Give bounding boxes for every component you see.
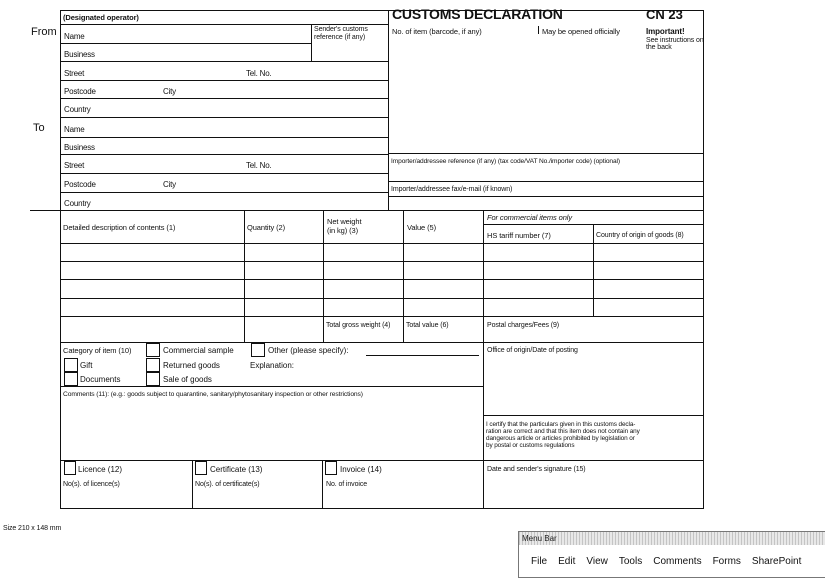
menu-tools[interactable]: Tools <box>618 555 643 567</box>
certify-text-2: ration are correct and that this item does not contain any <box>486 428 640 435</box>
menu-bar-title-text: Menu Bar <box>522 534 557 543</box>
certify-text-4: by postal or customs regulations <box>486 442 575 449</box>
certify-text-3: dangerous article or articles prohibited by legislation or <box>486 435 635 442</box>
opened-officially-label: May be opened officially <box>542 27 620 36</box>
col-divider-origin <box>593 224 594 316</box>
form-top-border <box>60 10 704 11</box>
col-divider-quantity <box>244 210 245 342</box>
menu-sharepoint[interactable]: SharePoint <box>751 555 802 567</box>
sender-top-line <box>60 24 389 25</box>
col-divider-value <box>403 210 404 342</box>
commercial-sample-checkbox[interactable] <box>146 343 160 357</box>
see-instructions-label: See instructions on the back <box>646 37 704 51</box>
item-number-field[interactable]: No. of item (barcode, if any) <box>392 27 482 36</box>
sender-city-label[interactable]: City <box>163 87 176 96</box>
sender-business-label[interactable]: Business <box>64 50 95 59</box>
col-divider-weight <box>323 210 324 342</box>
table-row[interactable] <box>60 279 704 280</box>
importer-reference-field[interactable]: Importer/addressee reference (if any) (tax code/VAT No./importer code) (optional) <box>391 158 621 165</box>
addressee-name-label[interactable]: Name <box>64 125 85 134</box>
sender-street-label[interactable]: Street <box>64 69 85 78</box>
menu-forms[interactable]: Forms <box>712 555 741 567</box>
commercial-only-label: For commercial items only <box>487 213 573 222</box>
addressee-city-label[interactable]: City <box>163 180 176 189</box>
invoice-label: Invoice (14) <box>340 465 382 474</box>
senders-customs-reference-text: Sender's customs reference (if any) <box>314 26 368 41</box>
postal-charges-field[interactable]: Postal charges/Fees (9) <box>487 322 560 329</box>
certificate-divider <box>322 460 323 509</box>
returned-goods-label: Returned goods <box>163 361 220 370</box>
addressee-line-3 <box>60 173 389 174</box>
addressee-country-label[interactable]: Country <box>64 199 91 208</box>
col-divider-commercial <box>483 210 484 342</box>
form-right-border <box>703 10 704 509</box>
sender-line-1 <box>60 43 312 44</box>
other-specify-line <box>366 355 479 356</box>
col-net-weight-header-2: (in kg) (3) <box>327 226 358 235</box>
sender-line-5 <box>60 117 389 118</box>
col-value-header: Value (5) <box>407 223 436 232</box>
col-description-header: Detailed description of contents (1) <box>63 223 176 232</box>
certify-text-1: I certify that the particulars given in this customs decla- <box>486 421 636 428</box>
licence-number-field[interactable]: No(s). of licence(s) <box>63 481 120 488</box>
sale-of-goods-label: Sale of goods <box>163 375 212 384</box>
certify-top-line <box>483 415 704 416</box>
menu-bar <box>518 531 825 578</box>
menu-view[interactable]: View <box>586 555 608 567</box>
explanation-label: Explanation: <box>250 361 295 370</box>
addressee-line-4 <box>60 192 389 193</box>
total-value-field[interactable]: Total value (6) <box>406 322 449 329</box>
table-row[interactable] <box>60 298 704 299</box>
certificate-label: Certificate (13) <box>210 465 263 474</box>
invoice-checkbox[interactable] <box>325 461 337 475</box>
gift-label: Gift <box>80 361 93 370</box>
licence-label: Licence (12) <box>78 465 123 474</box>
commercial-sample-label: Commercial sample <box>163 346 234 355</box>
invoice-number-field[interactable]: No. of invoice <box>326 481 368 488</box>
documents-label: Documents <box>80 375 121 384</box>
designated-operator-label: (Designated operator) <box>63 13 139 22</box>
category-label: Category of item (10) <box>63 346 132 355</box>
col-net-weight-header-1: Net weight <box>327 217 362 226</box>
form-bottom-border <box>60 508 704 509</box>
table-header-bottom <box>60 243 704 244</box>
important-label: Important! <box>646 27 685 36</box>
total-gross-weight-field[interactable]: Total gross weight (4) <box>326 322 391 329</box>
table-row-bottom[interactable] <box>60 316 704 317</box>
size-note: Size 210 x 148 mm <box>3 525 62 532</box>
importer-ref-top <box>388 153 704 154</box>
senders-customs-reference[interactable] <box>314 26 388 42</box>
gift-checkbox[interactable] <box>64 358 78 372</box>
comments-top-line <box>60 386 484 387</box>
comments-field[interactable]: Comments (11): (e.g.: goods subject to quarantine, sanitary/phytosanitary inspection or other restrictions) <box>63 391 363 398</box>
sender-left-border <box>60 10 61 210</box>
sender-right-border <box>388 10 389 210</box>
col-hs-header: HS tariff number (7) <box>487 231 551 240</box>
form-title: CUSTOMS DECLARATION <box>392 6 563 22</box>
licence-divider <box>192 460 193 509</box>
other-label: Other (please specify): <box>268 346 349 355</box>
menu-file[interactable]: File <box>531 555 548 567</box>
col-quantity-header: Quantity (2) <box>247 223 285 232</box>
sender-name-label[interactable]: Name <box>64 32 85 41</box>
addressee-postcode-label[interactable]: Postcode <box>64 180 96 189</box>
other-checkbox[interactable] <box>251 343 265 357</box>
addressee-business-label[interactable]: Business <box>64 143 95 152</box>
sender-line-3 <box>60 80 389 81</box>
importer-fax-top <box>388 181 704 182</box>
menu-comments[interactable]: Comments <box>653 555 702 567</box>
to-label: To <box>33 122 45 134</box>
col-origin-header: Country of origin of goods (8) <box>596 232 684 239</box>
documents-row-top <box>60 460 704 461</box>
addressee-street-label[interactable]: Street <box>64 161 85 170</box>
lower-left-border <box>60 342 61 509</box>
importer-fax-bottom <box>388 196 704 197</box>
addressee-line-1 <box>60 137 389 138</box>
sender-tel-label[interactable]: Tel. No. <box>246 69 272 78</box>
menu-edit[interactable]: Edit <box>558 555 576 567</box>
table-top-line <box>30 210 704 211</box>
office-of-origin-field[interactable]: Office of origin/Date of posting <box>487 347 578 354</box>
menu-bar-items <box>519 546 825 576</box>
sale-of-goods-checkbox[interactable] <box>146 372 160 386</box>
table-row[interactable] <box>60 261 704 262</box>
sender-postcode-label[interactable]: Postcode <box>64 87 96 96</box>
addressee-tel-label[interactable]: Tel. No. <box>246 161 272 170</box>
from-label: From <box>31 26 57 38</box>
documents-checkbox[interactable] <box>64 372 78 386</box>
date-signature-field[interactable]: Date and sender's signature (15) <box>487 466 586 473</box>
certificate-checkbox[interactable] <box>195 461 207 475</box>
menu-bar-title[interactable] <box>519 532 825 545</box>
sender-line-4 <box>60 98 389 99</box>
licence-checkbox[interactable] <box>64 461 76 475</box>
table-left-border <box>60 210 61 342</box>
addressee-line-2 <box>60 154 389 155</box>
certificate-number-field[interactable]: No(s). of certificate(s) <box>195 481 260 488</box>
sender-line-2 <box>60 61 389 62</box>
opened-officially-tick <box>538 26 539 34</box>
sender-country-label[interactable]: Country <box>64 105 91 114</box>
form-code: CN 23 <box>646 7 683 22</box>
importer-fax-field[interactable]: Importer/addressee fax/e-mail (if known) <box>391 186 513 193</box>
returned-goods-checkbox[interactable] <box>146 358 160 372</box>
lower-middle-border <box>483 342 484 509</box>
